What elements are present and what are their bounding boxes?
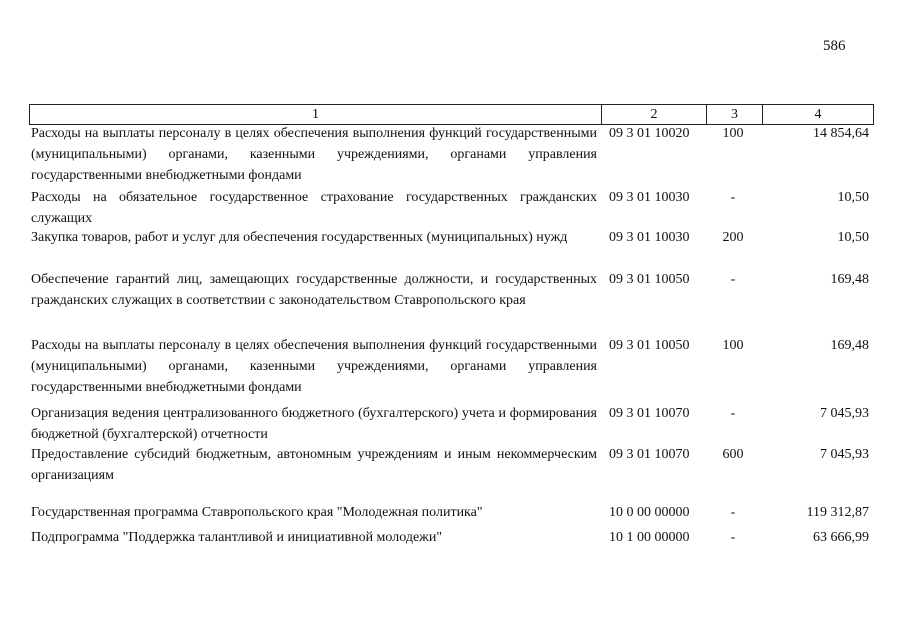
row-description: Подпрограмма "Поддержка талантливой и инициативной молодежи" xyxy=(31,530,443,545)
row-code: 09 3 01 10050 xyxy=(609,272,690,287)
row-expense-type: - xyxy=(730,272,736,287)
row-amount: 7 045,93 xyxy=(820,406,869,421)
page-number: 586 xyxy=(823,38,846,54)
row-description: Закупка товаров, работ и услуг для обеспечения государственных (муниципальных) нужд xyxy=(31,230,568,245)
row-description: Государственная программа Ставропольского края "Молодежная политика" xyxy=(31,505,483,520)
row-amount: 10,50 xyxy=(837,230,869,245)
table-header xyxy=(29,104,874,125)
header-col-1: 1 xyxy=(30,105,602,124)
row-expense-type: - xyxy=(730,190,736,205)
row-description: Расходы на выплаты персоналу в целях обеспечения выполнения функций государственными (муниципальными) органами, казенными учреждениями, органами управления государственными внебюджетными фондами xyxy=(31,338,597,395)
row-expense-type: - xyxy=(730,505,736,520)
row-code: 09 3 01 10050 xyxy=(609,338,690,353)
row-code: 10 1 00 00000 xyxy=(609,530,690,545)
row-description: Расходы на обязательное государственное страхование государственных гражданских служащих xyxy=(31,190,597,226)
row-code: 09 3 01 10030 xyxy=(609,230,690,245)
header-col-2: 2 xyxy=(602,105,707,124)
row-code: 10 0 00 00000 xyxy=(609,505,690,520)
header-col-3: 3 xyxy=(707,105,763,124)
row-expense-type: 100 xyxy=(722,126,744,141)
row-code: 09 3 01 10020 xyxy=(609,126,690,141)
row-amount: 14 854,64 xyxy=(813,126,869,141)
row-expense-type: 200 xyxy=(722,230,744,245)
row-code: 09 3 01 10070 xyxy=(609,406,690,421)
row-expense-type: 600 xyxy=(722,447,744,462)
row-amount: 169,48 xyxy=(830,272,869,287)
row-expense-type: - xyxy=(730,530,736,545)
row-description: Предоставление субсидий бюджетным, автономным учреждениям и иным некоммерческим организациям xyxy=(31,447,597,483)
row-expense-type: 100 xyxy=(722,338,744,353)
row-amount: 169,48 xyxy=(830,338,869,353)
row-description: Расходы на выплаты персоналу в целях обеспечения выполнения функций государственными (муниципальными) органами, казенными учреждениями, органами управления государственными внебюджетными фондами xyxy=(31,126,597,183)
header-col-4: 4 xyxy=(814,107,822,122)
row-description: Организация ведения централизованного бюджетного (бухгалтерского) учета и формирования бюджетной (бухгалтерской) отчетности xyxy=(31,406,597,442)
row-code: 09 3 01 10030 xyxy=(609,190,690,205)
row-code: 09 3 01 10070 xyxy=(609,447,690,462)
row-expense-type: - xyxy=(730,406,736,421)
row-amount: 119 312,87 xyxy=(806,505,869,520)
row-description: Обеспечение гарантий лиц, замещающих государственные должности, и государственных гражданских служащих в соответствии с законодательством Ставропольского края xyxy=(31,272,597,308)
row-amount: 63 666,99 xyxy=(813,530,869,545)
row-amount: 7 045,93 xyxy=(820,447,869,462)
row-amount: 10,50 xyxy=(837,190,869,205)
